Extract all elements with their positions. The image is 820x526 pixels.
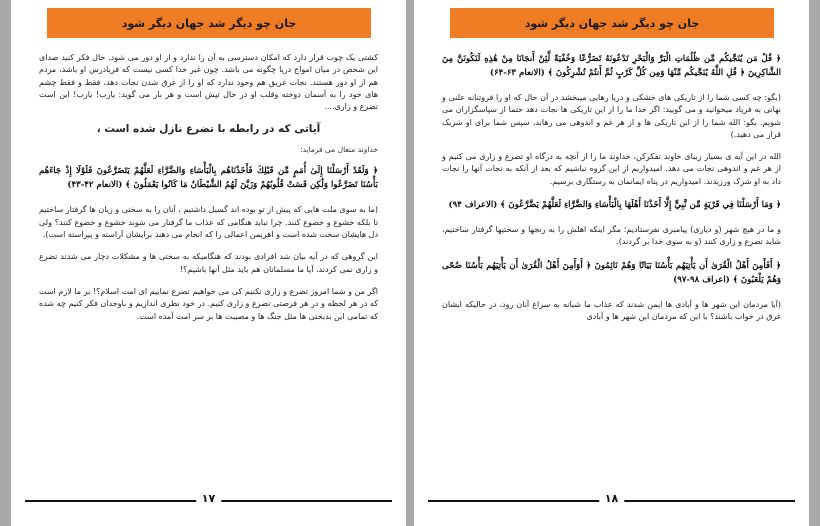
verse-translation: (آیا مردمان این شهر ها و آبادی ها ایمن شدند که عذاب ما شبانه به سراغ آنان رود، در حالیکه ایشان غرق در خواب باشند؟ یا این که مردمان این شهر ها و آبادی (442, 299, 781, 321)
page-number: ۱۸ (599, 492, 624, 505)
verse-translation: و ما در هیچ شهر (و دیاری) پیامبری نفرستادیم؛ مگر اینکه اهلش را به رنجها و سختیها گرفتار ساختیم، شاید تضرع و زاری کنند (و به سوی خدا بر گردند). (442, 225, 781, 247)
page-number: ۱۷ (196, 492, 221, 505)
body-paragraph: کشتی یک چوب قرار دارد که امکان دسترسی به آن را ندارد و از او دور می شود. حال فکر کنید صدای این شخص در میان امواج دریا چگونه می باشد. چون غیر خدا کسی نیست که فریادرس او باشد، مردم هم از او دور هستند. نجات غریق هم وجود ندارد که او را از غرق شدن نجات دهد، فقط و فقط چشم های خود را به آسمان دوخته وقلب او در حال تپش است و هر بار می گوید: یارب! یارب! این است تضرع و زاری.... (39, 53, 378, 112)
chapter-title: جان چو دیگر شد جهان دیگر شود (524, 16, 700, 30)
page-footer (428, 492, 795, 508)
quran-verse: ﴿ وَمَا أَرْسَلْنَا فِي قَرْيَةٍ مِّن نَّبِيٍّ إِلَّا أَخَذْنَا أَهْلَهَا بِالْبَأْسَاءِ وَالضَّرَّاءِ لَعَلَّهُمْ يَضَّرَّعُونَ ﴾ (الاعراف ۹۴) (448, 200, 781, 211)
page-body (442, 52, 781, 333)
section-heading: آیاتی که در رابطه با تضرع نازل شده است ، (96, 123, 321, 136)
page-body (39, 52, 378, 333)
quran-verse: ﴿ قُلْ مَن يُنَجِّيكُم مِّن ظُلُمَاتِ الْبَرِّ وَالْبَحْرِ تَدْعُونَهُ تَضَرُّعًا وَخُفْيَةً لَّئِنْ أَنجَانَا مِنْ هَٰذِهِ لَنَكُونَنَّ مِنَ الشَّاكِرِينَ ﴿ قُلِ اللَّهُ يُنَجِّيكُم مِّنْهَا وَمِن كُلِّ كَرْبٍ ثُمَّ أَنتُمْ تُشْرِكُونَ ﴾ (الانعام ۶۳-۶۴) (442, 54, 781, 78)
page-footer (25, 492, 392, 508)
chapter-title: جان چو دیگر شد جهان دیگر شود (121, 16, 297, 30)
body-paragraph: این گروهی که در آیه بیان شد افرادی بودند که هنگامیکه به سختی ها و مشکلات دچار می شدند تضرع و زاری نمی کردند، آیا ما مسلمانان هم باید مثل آنها باشیم؟! (39, 252, 378, 274)
verse-intro: خداوند متعال می فرماید: (300, 145, 378, 155)
right-page (414, 0, 809, 526)
body-paragraph: الله در این آیه ی بسیار زیبای خاوند تفکرکن، خداوند ما را از آنچه به درگاه او تضرع و زاری می کنیم و از هر غم و اندوهی نجات می دهد. امیدواریم از این گروه نباشیم که بعد از آنکه به نجات آنها را نجات داد به او شرک ورزیدند. امیدواریم در پناه ایمانمان به رستگاری برسیم. (442, 152, 781, 186)
left-page (11, 0, 406, 526)
verse-translation: (ما به سوی ملت هایی که پیش از تو بوده اند گسیل داشتیم ، آنان را به سختی و زیان ها گرفتار ساختیم تا بلکه خشوع و خضوع کنند. چرا نباید هنگامی که عذاب ما گرفتار می شوند خشوع و خضوع کنند؟ ولی دل هایشان سخت شده است و اهریمن اعمالی را که انجام می دهند برایشان آراسته و پیراسته است). (39, 205, 378, 240)
verse-translation: (بگو: چه کسی شما را از تاریکی های خشکی و دریا رهایی میبخشد در آن حال که او را فروتنانه علنی و نهانی به فریاد میخوانید و می گویید: اگر خدا ما را از این تاریکی ها نجات دهد حتما از سپاسگزاران می شویم. بگو: الله شما را از این تاریکی ها و از هر غم و اندوهی می رهاند، سپس شما برای او شریک قرار می دهید.) (442, 93, 781, 139)
chapter-header (47, 8, 371, 38)
chapter-header (450, 8, 774, 38)
body-paragraph: اگر من و شما امروز تضرع و زاری نکنیم کی می خواهیم تضرع نماییم ای امت اسلام؟! بر ما لازم است که در هر لحظه و در هر فرصتی تضرع و زاری کنیم. در خود نظری اندازیم و باوجدان فکر کنیم چه شده که تمامی این بدبختی ها مثل جنگ ها و مصیبت ها بر سر امت آمده است. (39, 286, 378, 321)
quran-verse: ﴿ أَفَأَمِنَ أَهْلُ الْقُرَىٰ أَن يَأْتِيَهُم بَأْسُنَا بَيَاتًا وَهُمْ نَائِمُونَ ﴿ أَوَأَمِنَ أَهْلُ الْقُرَىٰ أَن يَأْتِيَهُم بَأْسُنَا ضُحًى وَهُمْ يَلْعَبُونَ ﴾ (اعراف ۹۸-۹۷) (442, 260, 781, 285)
quran-verse: ﴿ وَلَقَدْ أَرْسَلْنَا إِلَىٰ أُمَمٍ مِّن قَبْلِكَ فَأَخَذْنَاهُم بِالْبَأْسَاءِ وَالضَّرَّاءِ لَعَلَّهُمْ يَتَضَرَّعُونَ فَلَوْلَا إِذْ جَاءَهُم بَأْسُنَا تَضَرَّعُوا وَلَٰكِن قَسَتْ قُلُوبُهُمْ وَزَيَّنَ لَهُمُ الشَّيْطَانُ مَا كَانُوا يَعْمَلُونَ ﴾ (الانعام ۴۲-۴۳) (39, 166, 378, 191)
